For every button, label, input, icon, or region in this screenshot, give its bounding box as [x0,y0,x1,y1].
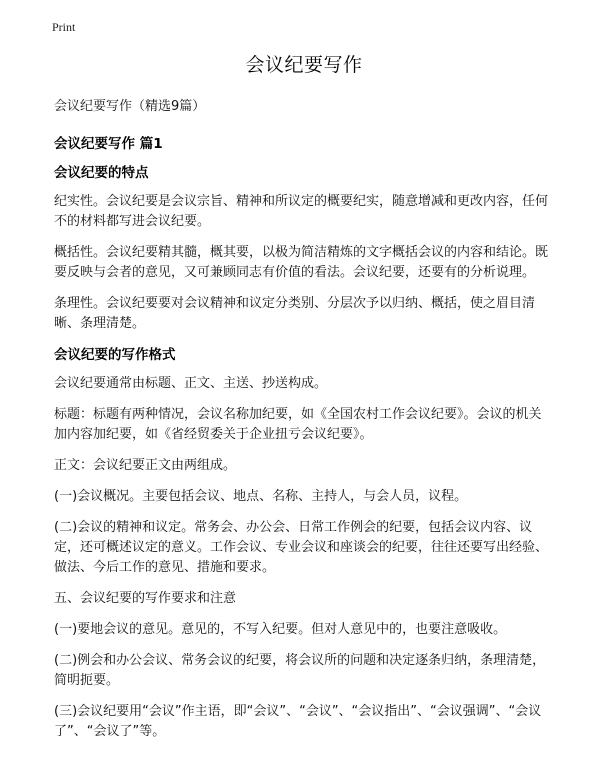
paragraph-feature-summary: 概括性。会议纪要精其髓，概其要，以极为简洁精炼的文字概括会议的内容和结论。既要反映与会者的意见，又可兼顾同志有价值的看法。会议纪要，还要有的分析说理。 [54,245,549,280]
part-heading: 会议纪要写作 篇1 [54,136,163,152]
document-title: 会议纪要写作 [245,54,363,76]
paragraph-requirement-3: (三)会议纪要用“会议”作主语，即“会议”、“会议”、“会议指出”、“会议强调”、“会议了”、“会议了”等。 [54,704,542,739]
document-subtitle: 会议纪要写作（精选9篇） [54,99,206,114]
format-heading: 会议纪要的写作格式 [54,347,176,363]
paragraph-requirement-2: (二)例会和办公会议、常务会议的纪要，将会议所的问题和决定逐条归纳，条理清楚，简明扼要。 [54,653,546,688]
print-link[interactable]: Print [52,20,76,34]
paragraph-requirements-heading: 五、会议纪要的写作要求和注意 [54,591,237,606]
paragraph-format-decisions: (二)会议的精神和议定。常务会、办公会、日常工作例会的纪要，包括会议内容、议定，还可概述议定的意义。工作会议、专业会议和座谈会的纪要，往往还要写出经验、做法、今后工作的意见、措施和要求。 [54,520,549,575]
paragraph-feature-organized: 条理性。会议纪要要对会议精神和议定分类别、分层次予以归纳、概括，使之眉目清晰、条理清楚。 [54,296,536,331]
paragraph-format-overview: (一)会议概况。主要包括会议、地点、名称、主持人，与会人员，议程。 [54,489,468,504]
paragraph-format-structure: 会议纪要通常由标题、正文、主送、抄送构成。 [54,376,328,391]
paragraph-format-body: 正文：会议纪要正文由两组成。 [54,458,237,473]
paragraph-requirement-1: (一)要地会议的意见。意见的，不写入纪要。但对人意见中的，也要注意吸收。 [54,622,507,637]
document-page [54,50,554,753]
paragraph-feature-factual: 纪实性。会议纪要是会议宗旨、精神和所议定的概要纪实，随意增减和更改内容，任何不的材料都写进会议纪要。 [54,194,549,229]
features-heading: 会议纪要的特点 [54,165,149,181]
paragraph-format-title: 标题：标题有两种情况，会议名称加纪要，如《全国农村工作会议纪要》。会议的机关加内容加纪要，如《省经贸委关于企业扭亏会议纪要》。 [54,407,542,442]
